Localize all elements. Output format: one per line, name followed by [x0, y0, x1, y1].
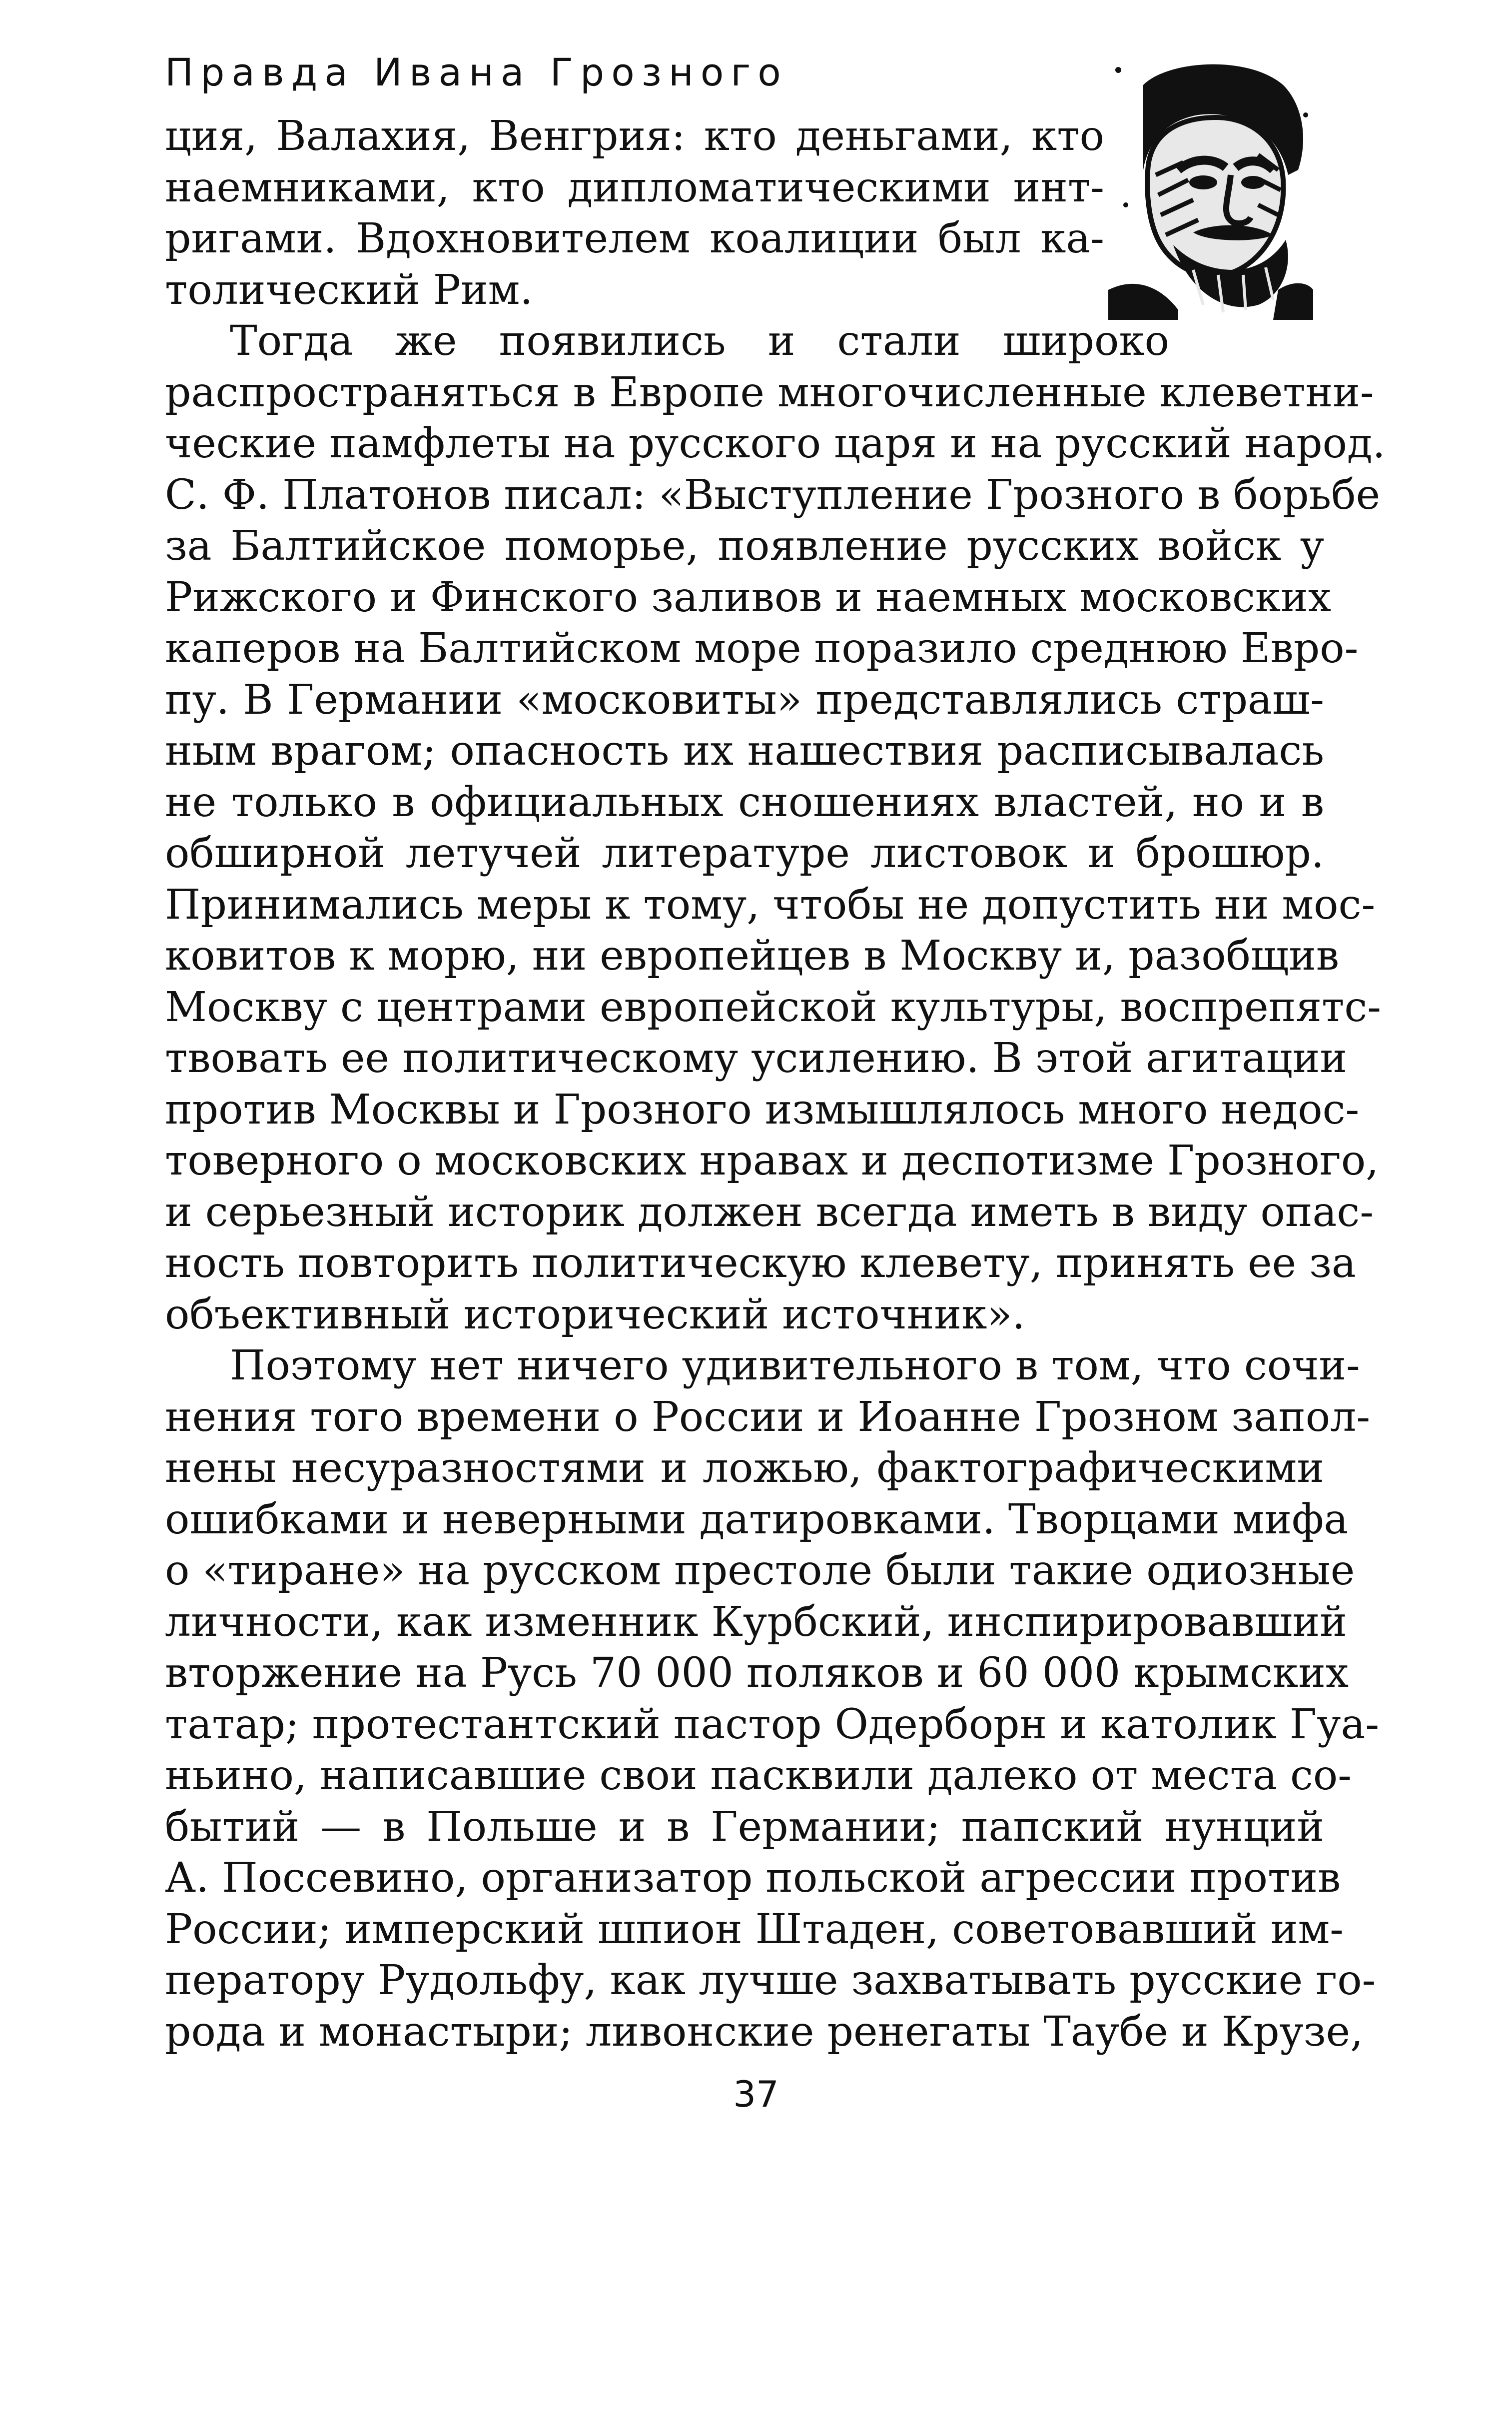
text-line: ческие памфлеты на русского царя и на русский народ. [165, 420, 1386, 467]
text-line: нены несуразностями и ложью, фактографическими [165, 1444, 1324, 1492]
running-title: Правда Ивана Грозного [165, 50, 788, 94]
text-line: объективный исторический источник». [165, 1290, 1025, 1338]
text-line: против Москвы и Грозного измышлялось много недос- [165, 1086, 1360, 1134]
text-line: А. Поссевино, организатор польской агрессии против [165, 1854, 1341, 1902]
text-line: личности, как изменник Курбский, инспирировавший [165, 1598, 1347, 1646]
text-line: не только в официальных сношениях властей, но и в [165, 778, 1324, 826]
text-line: нения того времени о России и Иоанне Грозном запол- [165, 1393, 1371, 1441]
text-line: о «тиране» на русском престоле были такие одиозные [165, 1547, 1355, 1594]
text-line: и серьезный историк должен всегда иметь в виду опас- [165, 1188, 1374, 1236]
text-line: Москву с центрами европейской культуры, воспрепятс- [165, 983, 1382, 1031]
text-line: товерного о московских нравах и деспотизме Грозного, [165, 1137, 1379, 1185]
text-line: ньино, написавшие свои пасквили далеко от места со- [165, 1752, 1352, 1799]
text-line: Принимались меры к тому, чтобы не допустить ни мос- [165, 881, 1376, 929]
paragraph-start-line: Тогда же появились и стали широко [230, 317, 1169, 365]
text-line: каперов на Балтийском море поразило среднюю Евро- [165, 625, 1359, 672]
paragraph-start-line: Поэтому нет ничего удивительного в том, что сочи- [230, 1342, 1360, 1389]
text-line: ригами. Вдохновителем коалиции был ка- [165, 215, 1104, 262]
page-number: 37 [733, 2073, 779, 2115]
text-line: ковитов к морю, ни европейцев в Москву и, разобщив [165, 932, 1340, 980]
text-line: пу. В Германии «московиты» представлялись страш- [165, 676, 1324, 724]
text-line: России; имперский шпион Штаден, советовавший им- [165, 1905, 1344, 1953]
text-line: за Балтийское поморье, появление русских войск у [165, 522, 1324, 570]
text-line: твовать ее политическому усилению. В этой агитации [165, 1035, 1348, 1082]
text-line: ность повторить политическую клевету, принять ее за [165, 1239, 1356, 1287]
text-line: ным врагом; опасность их нашествия расписывалась [165, 727, 1324, 775]
text-line: татар; протестантский пастор Одерборн и католик Гуа- [165, 1700, 1380, 1748]
text-line: толический Рим. [165, 266, 533, 314]
body-text [165, 111, 1386, 2058]
text-line: наемниками, кто дипломатическими инт- [165, 163, 1104, 211]
text-line: обширной летучей литературе листовок и брошюр. [165, 830, 1324, 877]
text-line: С. Ф. Платонов писал: «Выступление Грозного в борьбе [165, 471, 1381, 519]
text-line: Рижского и Финского заливов и наемных московских [165, 573, 1332, 621]
text-line: вторжение на Русь 70 000 поляков и 60 000 крымских [165, 1649, 1349, 1697]
text-line: ператору Рудольфу, как лучше захватывать русские го- [165, 1957, 1376, 2004]
text-line: рода и монастыри; ливонские ренегаты Таубе и Крузе, [165, 2008, 1364, 2056]
text-line: ция, Валахия, Венгрия: кто деньгами, кто [165, 112, 1104, 160]
text-line: распространяться в Европе многочисленные клеветни- [165, 368, 1374, 416]
text-line: ошибками и неверными датировками. Творцами мифа [165, 1495, 1349, 1543]
text-line: бытий — в Польше и в Германии; папский нунций [165, 1803, 1324, 1851]
